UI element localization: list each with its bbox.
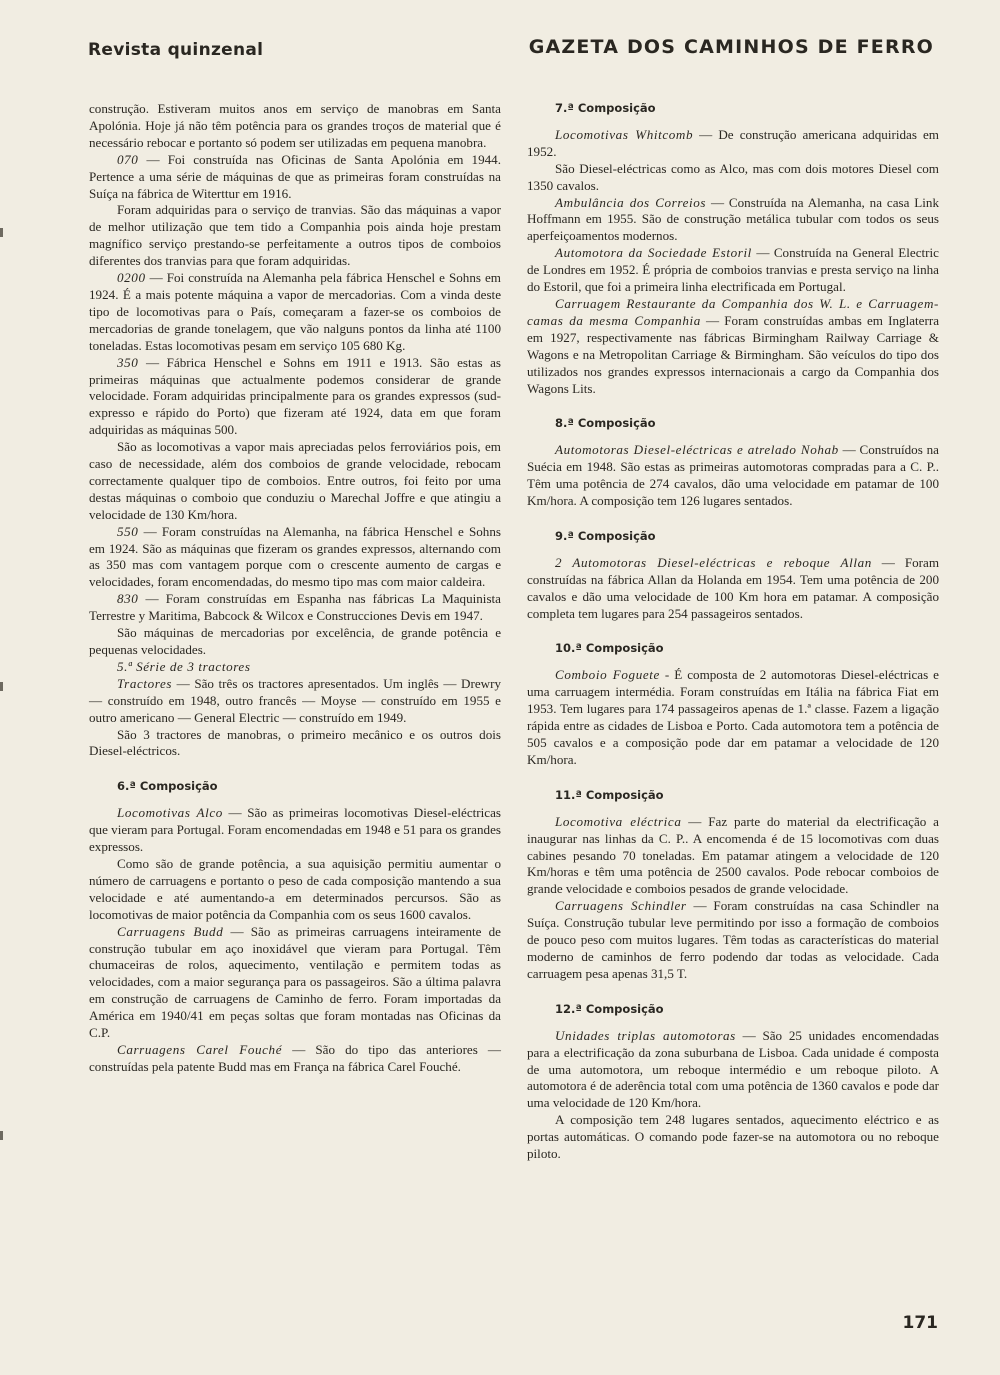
paragraph-text: Como são de grande potência, a sua aquisição permitiu aumentar o número de carruagens e portanto o peso de cada composição mantendo a sua velocidade e até aumentando-a em determinados percursos. São as locomotivas de maior potência da Companhia com os seus 1600 cavalos. [89,855,501,922]
paragraph [527,296,939,397]
paragraph-text: — Construída na Alemanha, na casa Link Hoffmann em 1955. São de construção metálica tubular com todos os seus aperfeiçoamentos modernos. [527,194,940,244]
magazine-subtitle: Revista quinzenal [88,40,264,60]
paragraph-text: — Fábrica Henschel e Sohns em 1911 e 1913. São estas as primeiras máquinas que actualmente podemos considerar de grande velocidade. Foram adquiridas principalmente para os grandes expressos (sud-expresso e rápido do Porto) que fizeram até 1924, data em que foram adquiridas as máquinas 500. [89,354,501,438]
paragraph-text: Foram adquiridas para o serviço de tranvias. São das máquinas a vapor de melhor utilização que tem tido a Companhia pois ainda hoje prestam magnífico serviço prestando-se perfeitamente a outros tipos de comboios diferentes dos tranvias para que foram adquiridas. [89,202,501,269]
paragraph-text: São Diesel-eléctricas como as Alco, mas com dois motores Diesel com 1350 cavalos. [527,160,939,193]
paragraph [89,101,501,152]
item-name: 070 [117,151,139,167]
paragraph [527,1112,939,1163]
left-column [89,101,501,1076]
item-name: 2 Automotoras Diesel-eléctricas e reboque Allan [555,554,872,570]
paragraph [89,924,501,1042]
paragraph-text: — São três os tractores apresentados. Um inglês — Drewry — construído em 1948, outro francês — Moyse — construído em 1955 e outro americano — General Electric — construído em 1949. [89,675,501,725]
paragraph-text: — Foi construída nas Oficinas de Santa Apolónia em 1944. Pertence a uma série de máquinas de que as primeiras foram construídas na Suíça na fábrica de Witerttur em 1916. [89,151,501,201]
paragraph [527,127,939,161]
paragraph [527,195,939,246]
paragraph-text: — Foram construídas em Espanha nas fábricas La Maquinista Terrestre y Maritima, Babcock & Wilcox e Construcciones Devis em 1947. [89,591,501,624]
section-heading: 9.ª Composição [555,528,656,543]
section-heading: 10.ª Composição [555,641,664,656]
paragraph [89,659,501,676]
paragraph [89,152,501,203]
paragraph [527,814,939,899]
item-name: 0200 [117,270,146,286]
item-name: Locomotivas Whitcomb [555,126,694,142]
paragraph [527,1028,939,1113]
paragraph-text: — De construção americana adquiridas em 1952. [527,126,939,159]
right-column [527,100,939,1163]
paragraph-text: — Foram construídas na casa Schindler na Suíça. Construção tubular leve permitindo por isso a formação de comboios de pouco peso com muitos lugares. Têm todas as características do material moderno de caminhos de ferro podendo dar todas as velocidade. Cada carruagem pesa apenas 31,5 T. [527,898,939,981]
paragraph [527,161,939,195]
section-heading: 8.ª Composição [555,416,656,431]
magazine-title: GAZETA DOS CAMINHOS DE FERRO [528,36,934,58]
item-name: Carruagens Schindler [555,898,687,914]
item-name: Carruagens Carel Fouché [117,1041,283,1057]
item-name: Locomotivas Alco [117,805,223,821]
section-heading: 12.ª Composição [555,1001,664,1016]
item-name: Carruagens Budd [117,923,224,939]
section-heading: 11.ª Composição [555,787,664,802]
paragraph [89,524,501,592]
paragraph [89,727,501,761]
paragraph [89,439,501,524]
paragraph-text: São as locomotivas a vapor mais apreciadas pelos ferroviários pois, em caso de necessidade, além dos comboios de grande velocidade, rebocam correctamente qualquer tipo de comboios. Entre outros, foi feito por uma destas máquinas o comboio que conduziu o Marechal Joffre e que atingiu a velocidade de 130 Km/hora. [89,439,501,522]
paragraph-text: — São as primeiras locomotivas Diesel-eléctricas que vieram para Portugal. Foram encomendadas em 1948 e 51 para os grandes expressos. [89,805,501,855]
item-name: Locomotiva eléctrica [555,813,682,829]
item-name: 350 [117,354,139,370]
paragraph-text: — Construída na General Electric de Londres em 1952. É própria de comboios tranvias e presta serviço na linha do Estoril, que foi a primeira linha electrificada em Portugal. [527,245,939,295]
item-name: Automotora da Sociedade Estoril [555,245,752,261]
paragraph [89,591,501,625]
item-name: Automotoras Diesel-eléctricas e atrelado Nohab [555,442,839,458]
paragraph-text: — Construídos na Suécia em 1948. São estas as primeiras automotoras compradas para a C. P.. Têm uma potência de 274 cavalos, dão uma velocidade em patamar de 100 Km/hora. A composição tem 126 lugares sentados. [527,442,939,509]
item-name: 5.ª Série de 3 tractores [117,658,251,674]
item-name: Carruagem Restaurante da Companhia dos W. L. e Carruagem-camas da mesma Companhia [527,295,939,328]
paragraph [89,270,501,355]
paragraph [527,555,939,623]
section-heading: 7.ª Composição [555,101,656,115]
paragraph-text: — Foram construídas na fábrica Allan da Holanda em 1954. Tem uma potência de 200 cavalos e dão uma velocidade de 100 Km hora em patamar. A composição completa tem lugares para 254 passageiros sentados. [527,554,940,621]
item-name: 830 [117,591,139,607]
item-name: Comboio Foguete [555,667,660,683]
paragraph-text: — Foram construídas na Alemanha, na fábrica Henschel e Sohns em 1924. São as máquinas que fizeram os grandes expressos, alternando com as 350 mas com vantagem porque com o crescente aumento de cargas e velocidades, foram encomendadas, do mesmo tipo mas com maior caldeira. [89,523,501,590]
paragraph [89,355,501,440]
paragraph-text: São 3 tractores de manobras, o primeiro mecânico e os outros dois Diesel-eléctricos. [89,726,501,759]
paragraph-text: - É composta de 2 automotoras Diesel-eléctricas e uma carruagem intermédia. Foram construídas em Itália na fábrica Fiat em 1953. Tem lugares para 174 passageiros apenas de 1.ª classe. Fazem a ligação rápida entre as cidades de Lisboa e Porto. Cada automotora tem a potência de 505 cavalos e a composição pode dar em patamar a velocidade de 120 Km/hora. [527,667,939,767]
margin-mark [0,1131,3,1140]
paragraph [89,625,501,659]
paragraph [527,442,939,510]
paragraph-text: — Foi construída na Alemanha pela fábrica Henschel e Sohns em 1924. É a mais potente máquina a vapor de mercadorias. Com a vinda deste tipo de locomotivas para o País, começaram a fazer-se os comboios de mercadorias de grande tonelagem, que vão nalguns pontos da linha até 1100 toneladas. Estas locomotivas pesam em serviço 105 680 Kg. [89,270,501,353]
item-name: Ambulância dos Correios [555,194,707,210]
paragraph-text: São máquinas de mercadorias por excelência, de grande potência e pequenas velocidades. [89,625,501,657]
paragraph [89,676,501,727]
paragraph-text: A composição tem 248 lugares sentados, aquecimento eléctrico e as portas automáticas. O comando pode fazer-se na automotora ou no reboque piloto. [527,1112,939,1162]
page-number: 171 [902,1313,938,1333]
paragraph-text: — Foram construídas ambas em Inglaterra em 1927, respectivamente nas fábricas Birmingham Railway Carriage & Wagons e na Metropolitan Carriage & Birmingham. São veículos do tipo dos utilizados nos grandes expressos internacionais a cargo da Companhia dos Wagons Lits. [527,312,940,396]
section-heading: 6.ª Composição [117,779,218,794]
paragraph [527,667,939,768]
paragraph [89,202,501,270]
paragraph-text: — Faz parte do material da electrificação a inaugurar nas linhas da C. P.. A encomenda é de 15 locomotivas com duas cabines pesando 70 toneladas. Em patamar atingem a velocidade de 120 Km/horas e têm uma potência de 2500 cavalos. Pode rebocar comboios de grande velocidade e comboios pesados de grande velocidade. [527,813,939,897]
margin-mark [0,228,3,237]
paragraph [527,898,939,983]
item-name: Tractores [117,675,173,691]
item-name: 550 [117,523,139,539]
paragraph [89,805,501,856]
paragraph-text: construção. Estiveram muitos anos em serviço de manobras em Santa Apolónia. Hoje já não têm potência para os grandes troços de material que é necessário rebocar e portanto só podem ser utilizadas em pequena manobra. [89,101,501,150]
paragraph [89,856,501,924]
paragraph-text: — São do tipo das anteriores — construídas pela patente Budd mas em França na fábrica Carel Fouché. [89,1041,502,1074]
paragraph-text: — São 25 unidades encomendadas para a electrificação da zona suburbana de Lisboa. Cada unidade é composta de uma automotora, um reboque intermédio e um reboque piloto. A automotora é de aderência total com uma potência de 1360 cavalos e pode dar uma velocidade de 120 Km/hora. [527,1027,939,1111]
margin-mark [0,682,3,691]
paragraph [89,1042,501,1076]
item-name: Unidades triplas automotoras [555,1027,736,1043]
paragraph [527,245,939,296]
paragraph-text: — São as primeiras carruagens inteiramente de construção tubular em aço inoxidável que vieram para Portugal. Têm chumaceiras de rolos, aquecimento, ventilação e permitem todas as velocidades, com a maior segurança para os passageiros. São a última palavra em construção de carruagens de Caminho de ferro. Foram importadas da América em 1940/41 em peças soltas que foram montadas nas Oficinas da C.P. [89,923,501,1041]
